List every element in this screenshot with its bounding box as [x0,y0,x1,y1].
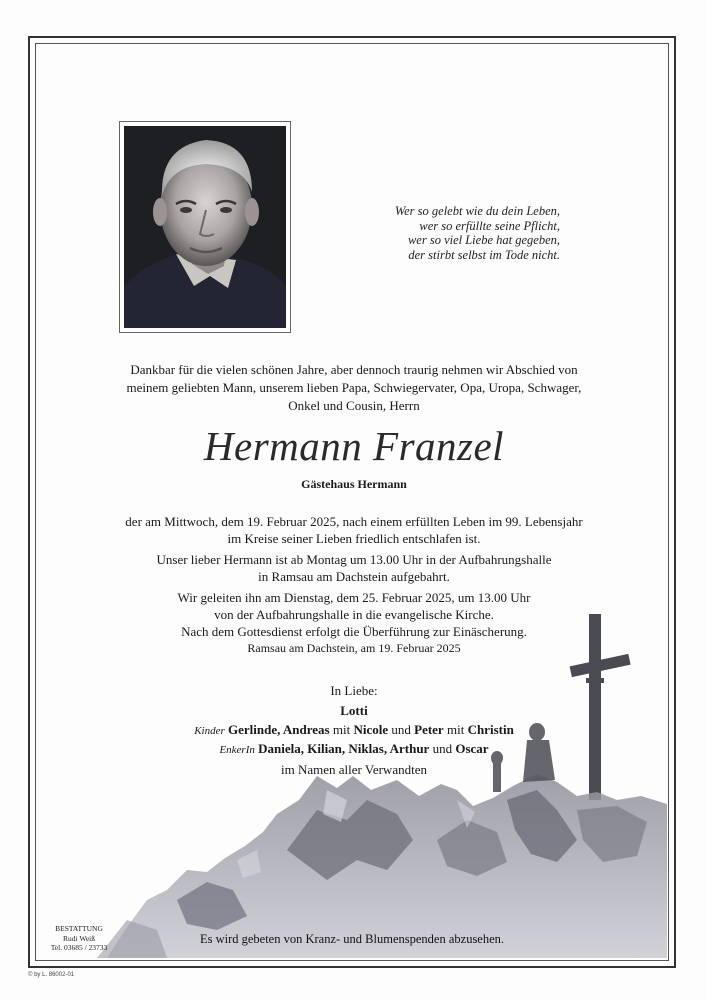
spouse-name: Lotti [340,703,368,718]
print-code: © by L. 86002-01 [28,972,75,978]
connector: mit [332,722,351,737]
deceased-name: Hermann Franzel [203,423,505,469]
child-names: Gerlinde, Andreas [228,722,330,737]
portrait-photo [124,126,286,328]
intro-text [60,361,648,415]
donation-note: Es wird gebeten von Kranz- und Blumenspenden abzusehen. [199,932,505,946]
grandchild-names: Daniela, Kilian, Niklas, Arthur [258,741,430,756]
undertaker-phone: Tel. 03685 / 23733 [50,943,108,952]
text-line: Unser lieber Hermann ist ab Montag um 13.00 Uhr in der Aufbahrungshalle [156,552,552,567]
poem-line: wer so erfüllte seine Pflicht, [419,218,560,233]
grandchild-name: Oscar [455,741,489,756]
funeral-paragraph [60,589,648,640]
intro-line: Dankbar für die vielen schönen Jahre, aber dennoch traurig nehmen wir Abschied von [130,362,578,377]
child-partner: Nicole [353,722,389,737]
grandchildren-line [60,741,648,757]
text-line: Wir geleiten ihn am Dienstag, dem 25. Februar 2025, um 13.00 Uhr [177,590,531,605]
place-date: Ramsau am Dachstein, am 19. Februar 2025 [247,641,461,655]
deceased-subtitle: Gästehaus Hermann [301,477,407,491]
child-partner: Christin [467,722,514,737]
undertaker-title: BESTATTUNG [55,924,103,933]
poem-line: Wer so gelebt wie du dein Leben, [394,204,560,218]
intro-line: Onkel und Cousin, Herrn [288,398,420,413]
children-label: Kinder [194,725,225,737]
connector: und [391,722,411,737]
closing-line: im Namen aller Verwandten [281,762,427,777]
text-line: von der Aufbahrungshalle in die evangelische Kirche. [214,607,494,622]
death-notice-paragraph [60,513,648,547]
connector: mit [446,722,465,737]
child-name: Peter [414,722,444,737]
grandchildren-label: EnkerIn [219,744,255,756]
children-line [60,722,648,738]
text-line: in Ramsau am Dachstein aufgebahrt. [258,569,450,584]
intro-line: meinem geliebten Mann, unserem lieben Papa, Schwiegervater, Opa, Uropa, Schwager, [126,380,582,395]
viewing-paragraph [60,551,648,585]
text-line: im Kreise seiner Lieben friedlich entschlafen ist. [227,531,481,546]
mourners-heading: In Liebe: [330,683,378,698]
memorial-poem [380,204,560,262]
portrait-frame [119,121,291,333]
undertaker-name: Rudi Weiß [63,933,95,943]
poem-line: der stirbt selbst im Tode nicht. [408,247,560,262]
text-line: der am Mittwoch, dem 19. Februar 2025, nach einem erfüllten Leben im 99. Lebensjahr [125,514,583,529]
text-line: Nach dem Gottesdienst erfolgt die Überführung zur Einäscherung. [181,624,527,639]
poem-line: wer so viel Liebe hat gegeben, [407,233,560,247]
connector: und [432,741,453,756]
